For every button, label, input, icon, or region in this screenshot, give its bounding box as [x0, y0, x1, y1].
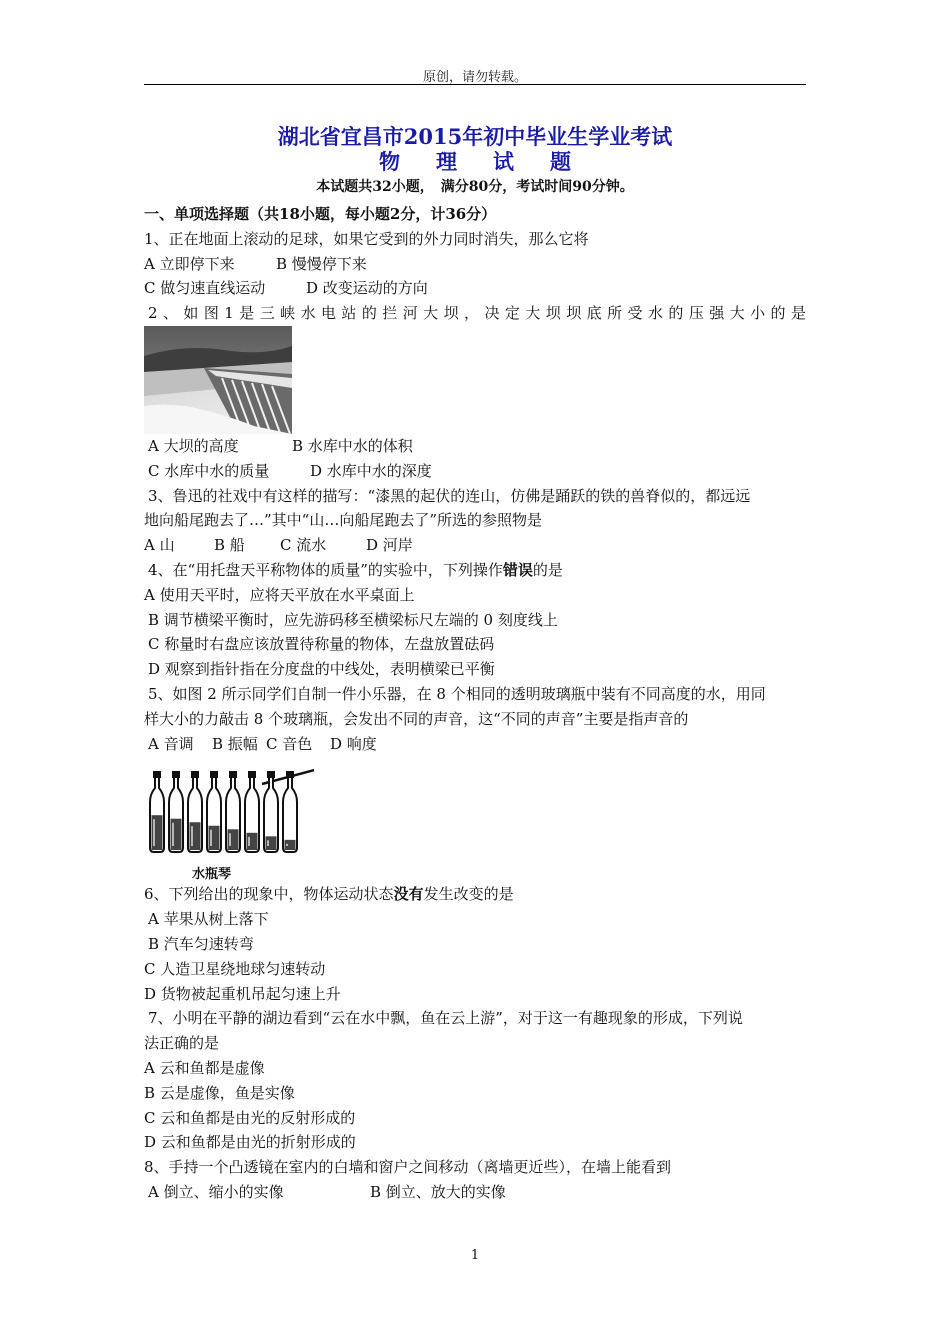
option-a: A 音调	[148, 734, 194, 753]
bottle-water	[209, 826, 220, 850]
question-8-stem: 8、手持一个凸透镜在室内的白墙和窗户之间移动（离墙更近些），在墙上能看到	[144, 1158, 672, 1177]
question-6-option-a: A 苹果从树上落下	[148, 910, 269, 929]
option-d: D 河岸	[366, 536, 413, 555]
option-b: B 水库中水的体积	[292, 436, 413, 455]
exam-title: 湖北省宜昌市2015年初中毕业生学业考试	[277, 124, 673, 149]
question-5-options	[144, 732, 806, 757]
question-4-stem-emphasis: 错误	[502, 560, 533, 579]
question-4-option-a: A 使用天平时，应将天平放在水平桌面上	[144, 585, 415, 604]
option-b: B 振幅	[212, 734, 258, 753]
question-3-options	[144, 533, 806, 558]
question-2-stem: 2、如图1是三峡水电站的拦河大坝，决定大坝坝底所受水的压强大小的是	[148, 304, 806, 323]
figure-2-water-bottle-xylophone	[144, 756, 806, 882]
bottle-water	[266, 837, 277, 851]
question-6-stem-emphasis: 没有	[393, 885, 424, 904]
bottle-cap	[192, 772, 198, 777]
option-d: D 水库中水的深度	[310, 461, 432, 480]
bottle-cap	[268, 772, 274, 777]
dam-photo-image	[144, 326, 292, 434]
figure-2-label: 水瓶琴	[192, 867, 232, 883]
header-divider	[144, 84, 806, 85]
question-3-stem-line1: 3、鲁迅的社戏中有这样的描写：“漆黑的起伏的连山，仿佛是踊跃的铁的兽脊似的，都远远	[148, 486, 751, 505]
bottle-cap	[154, 772, 160, 777]
bottles-drawing	[144, 756, 314, 882]
question-7-option-a: A 云和鱼都是虚像	[144, 1058, 265, 1077]
question-5-stem-line2: 样大小的力敲击 8 个玻璃瓶，会发出不同的声音，这“不同的声音”主要是指声音的	[144, 709, 689, 728]
page-header: 原创，请勿转载。	[422, 70, 527, 85]
section-heading: 一、单项选择题（共18小题，每小题2分，计36分）	[144, 205, 497, 223]
exam-subject: 物理试题	[379, 149, 607, 174]
bottle-water	[228, 830, 239, 851]
question-2-options-ab	[144, 434, 806, 459]
bottle-cap	[287, 772, 293, 777]
question-6-option-d: D 货物被起重机吊起匀速上升	[144, 984, 341, 1003]
option-a: A 倒立、缩小的实像	[148, 1182, 284, 1201]
question-3-stem-line2: 地向船尾跑去了…”其中“山…向船尾跑去了”所选的参照物是	[144, 511, 543, 530]
question-6-stem-pre: 6、下列给出的现象中，物体运动状态	[144, 885, 394, 904]
figure-1-dam-photo	[144, 326, 806, 434]
option-c: C 音色	[266, 734, 313, 753]
question-2-options-cd	[144, 459, 806, 484]
question-1-options-ab	[144, 252, 806, 277]
question-4-stem-pre: 4、在“用托盘天平称物体的质量”的实验中，下列操作	[148, 560, 503, 579]
question-content	[144, 202, 806, 1205]
question-6-option-c: C 人造卫星绕地球匀速转动	[144, 959, 326, 978]
bottle-cap	[173, 772, 179, 777]
question-4-stem	[144, 558, 806, 583]
question-1-stem: 1、正在地面上滚动的足球，如果它受到的外力同时消失，那么它将	[144, 229, 589, 248]
bottle-cap	[249, 772, 255, 777]
question-6-stem-post: 发生改变的是	[423, 885, 514, 904]
bottle-water	[247, 833, 258, 850]
option-d: D 响度	[330, 734, 377, 753]
bottle-water	[190, 823, 201, 851]
bottle-cap	[230, 772, 236, 777]
question-6-option-b: B 汽车匀速转弯	[148, 934, 254, 953]
question-7-option-c: C 云和鱼都是由光的反射形成的	[144, 1108, 356, 1127]
exam-info: 本试题共32小题， 满分80分，考试时间90分钟。	[316, 179, 634, 195]
option-c: C 水库中水的质量	[148, 461, 270, 480]
question-5-stem-line1: 5、如图 2 所示同学们自制一件小乐器，在 8 个相同的透明玻璃瓶中装有不同高度的水，用同	[148, 684, 766, 703]
question-7-stem-line2: 法正确的是	[144, 1034, 220, 1053]
option-a: A 山	[144, 536, 175, 555]
option-b: B 倒立、放大的实像	[370, 1182, 506, 1201]
option-b: B 船	[214, 536, 245, 555]
question-4-stem-post: 的是	[532, 560, 563, 579]
option-c: C 做匀速直线运动	[144, 279, 266, 298]
question-7-option-d: D 云和鱼都是由光的折射形成的	[144, 1133, 356, 1152]
option-a: A 立即停下来	[144, 254, 235, 273]
question-4-option-c: C 称量时右盘应该放置待称量的物体，左盘放置砝码	[148, 635, 495, 654]
question-4-option-d: D 观察到指针指在分度盘的中线处，表明横梁已平衡	[148, 660, 495, 679]
bottle-cap	[211, 772, 217, 777]
question-1-options-cd	[144, 276, 806, 301]
bottle-water	[171, 819, 182, 850]
question-7-option-b: B 云是虚像，鱼是实像	[144, 1083, 295, 1102]
page-number: 1	[470, 1248, 480, 1263]
bottle-water	[152, 816, 163, 851]
option-b: B 慢慢停下来	[276, 254, 367, 273]
question-7-stem-line1: 7、小明在平静的湖边看到“云在水中飘，鱼在云上游”，对于这一有趣现象的形成，下列说	[148, 1009, 743, 1028]
question-6-stem	[144, 882, 806, 907]
option-d: D 改变运动的方向	[306, 279, 428, 298]
bottle-water	[285, 840, 296, 850]
option-c: C 流水	[280, 536, 327, 555]
question-4-option-b: B 调节横梁平衡时，应先游码移至横梁标尺左端的 0 刻度线上	[148, 610, 558, 629]
question-8-options	[144, 1180, 806, 1205]
option-a: A 大坝的高度	[148, 436, 239, 455]
